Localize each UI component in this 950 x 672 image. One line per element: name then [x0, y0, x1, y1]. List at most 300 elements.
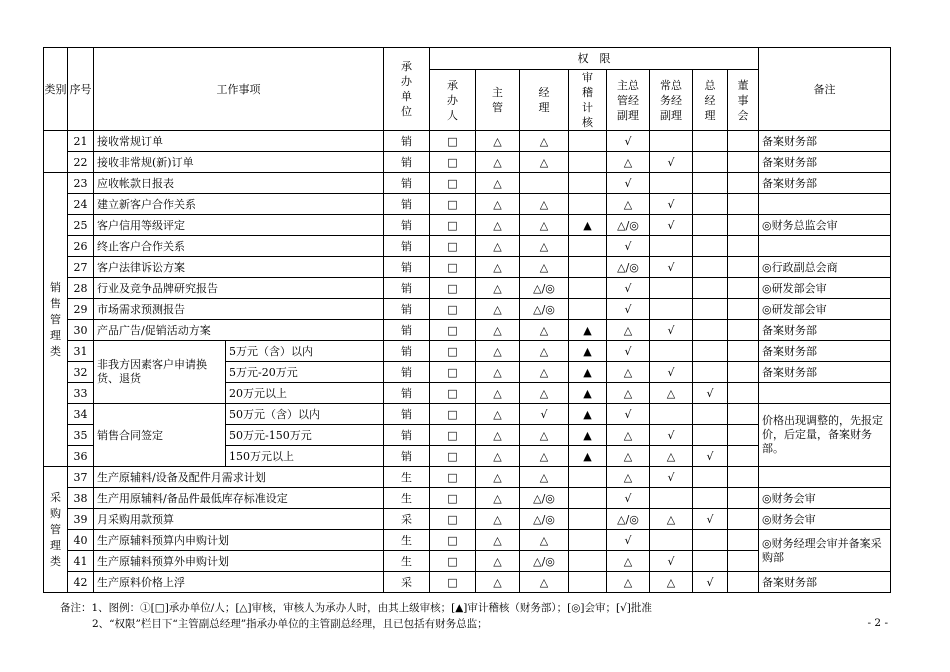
cell-gm [693, 425, 728, 446]
cell-deputy-gm: √ [607, 488, 650, 509]
row-number: 26 [68, 236, 94, 257]
row-remark: ◎财务会审 [759, 509, 891, 530]
row-number: 40 [68, 530, 94, 551]
cell-gm [693, 173, 728, 194]
row-number: 37 [68, 467, 94, 488]
row-unit: 销 [384, 341, 430, 362]
row-item: 50万元（含）以内 [226, 404, 384, 425]
cell-exec-deputy-gm [650, 173, 693, 194]
table-row [44, 341, 891, 362]
row-item: 接收非常规(新)订单 [94, 152, 384, 173]
row-item: 月采购用款预算 [94, 509, 384, 530]
row-item: 建立新客户合作关系 [94, 194, 384, 215]
cell-manager: √ [520, 404, 569, 425]
cell-exec-deputy-gm [650, 236, 693, 257]
cell-supervisor: △ [476, 320, 520, 341]
cell-board [728, 257, 759, 278]
cell-deputy-gm: √ [607, 404, 650, 425]
cell-audit [569, 551, 607, 572]
header-audit: 审稽计核 [569, 70, 607, 131]
cell-handler: □ [430, 551, 476, 572]
row-item: 客户法律诉讼方案 [94, 257, 384, 278]
row-unit: 采 [384, 509, 430, 530]
cell-handler: □ [430, 320, 476, 341]
cell-deputy-gm: △ [607, 572, 650, 593]
cell-manager: △ [520, 446, 569, 467]
cell-supervisor: △ [476, 530, 520, 551]
header-supervisor: 主管 [476, 70, 520, 131]
cell-manager: △/◎ [520, 278, 569, 299]
cell-exec-deputy-gm: △ [650, 446, 693, 467]
row-remark: 备案财务部 [759, 173, 891, 194]
cell-deputy-gm: △ [607, 194, 650, 215]
cell-handler: □ [430, 278, 476, 299]
row-number: 35 [68, 425, 94, 446]
row-number: 24 [68, 194, 94, 215]
header-authority: 权 限 [430, 48, 759, 70]
cell-manager: △ [520, 467, 569, 488]
row-item: 5万元-20万元 [226, 362, 384, 383]
table-row [44, 173, 891, 194]
cell-board [728, 215, 759, 236]
cell-handler: □ [430, 425, 476, 446]
cell-exec-deputy-gm: √ [650, 362, 693, 383]
cell-audit [569, 152, 607, 173]
footnotes [60, 600, 652, 632]
header-deputy-gm: 主总管经副理 [607, 70, 650, 131]
row-remark: 备案财务部 [759, 341, 891, 362]
row-unit: 生 [384, 551, 430, 572]
cell-manager: △ [520, 131, 569, 152]
row-remark [759, 236, 891, 257]
row-unit: 销 [384, 320, 430, 341]
header-manager: 经理 [520, 70, 569, 131]
cell-supervisor: △ [476, 383, 520, 404]
row-item: 5万元（含）以内 [226, 341, 384, 362]
cell-supervisor: △ [476, 173, 520, 194]
group-label-sales-contract: 销售合同签定 [94, 404, 226, 467]
cell-board [728, 152, 759, 173]
cell-supervisor: △ [476, 446, 520, 467]
cell-gm [693, 551, 728, 572]
cell-handler: □ [430, 152, 476, 173]
table-row [44, 152, 891, 173]
cell-handler: □ [430, 488, 476, 509]
cell-supervisor: △ [476, 341, 520, 362]
cell-manager: △/◎ [520, 509, 569, 530]
cell-manager: △/◎ [520, 299, 569, 320]
cell-exec-deputy-gm [650, 341, 693, 362]
cell-supervisor: △ [476, 404, 520, 425]
cell-exec-deputy-gm: √ [650, 467, 693, 488]
cell-handler: □ [430, 383, 476, 404]
cell-deputy-gm: △/◎ [607, 509, 650, 530]
cell-handler: □ [430, 509, 476, 530]
cell-audit [569, 509, 607, 530]
cell-manager: △ [520, 194, 569, 215]
row-remark: 备案财务部 [759, 131, 891, 152]
cell-deputy-gm: △ [607, 446, 650, 467]
cell-audit [569, 173, 607, 194]
row-number: 38 [68, 488, 94, 509]
row-unit: 销 [384, 278, 430, 299]
cell-gm [693, 194, 728, 215]
row-item: 行业及竞争品牌研究报告 [94, 278, 384, 299]
row-item: 接收常规订单 [94, 131, 384, 152]
cell-handler: □ [430, 404, 476, 425]
header-item: 工作事项 [94, 48, 384, 131]
row-unit: 销 [384, 152, 430, 173]
cell-gm [693, 362, 728, 383]
cell-gm: √ [693, 383, 728, 404]
cell-supervisor: △ [476, 551, 520, 572]
cell-board [728, 299, 759, 320]
cell-deputy-gm: △ [607, 152, 650, 173]
cell-board [728, 383, 759, 404]
row-unit: 销 [384, 425, 430, 446]
row-unit: 销 [384, 362, 430, 383]
cell-manager: △ [520, 362, 569, 383]
row-item: 终止客户合作关系 [94, 236, 384, 257]
header-exec-deputy-gm: 常总务经副理 [650, 70, 693, 131]
row-remark: ◎财务总监会审 [759, 215, 891, 236]
cell-supervisor: △ [476, 278, 520, 299]
row-remark [759, 383, 891, 404]
footnote-legend: 备注：1、图例：①[□]承办单位/人；[△]审核，审核人为承办人时，由其上级审核；[▲]审计稽核（财务部）；[◎]会审；[√]批准 [60, 602, 652, 614]
cell-deputy-gm: △ [607, 362, 650, 383]
page-number: - 2 - [867, 617, 888, 629]
table-row [44, 509, 891, 530]
cell-handler: □ [430, 446, 476, 467]
cell-supervisor: △ [476, 299, 520, 320]
cell-supervisor: △ [476, 488, 520, 509]
row-number: 34 [68, 404, 94, 425]
table-row [44, 488, 891, 509]
cell-gm: √ [693, 509, 728, 530]
cell-handler: □ [430, 341, 476, 362]
row-remark: 备案财务部 [759, 320, 891, 341]
cell-audit [569, 572, 607, 593]
group-remark-price-adjust: 价格出现调整的，先报定价，后定量，备案财务部。 [759, 404, 891, 467]
cell-supervisor: △ [476, 362, 520, 383]
table-row [44, 278, 891, 299]
row-unit: 生 [384, 530, 430, 551]
table-row [44, 194, 891, 215]
row-item: 50万元-150万元 [226, 425, 384, 446]
cell-manager: △ [520, 320, 569, 341]
cell-exec-deputy-gm: √ [650, 215, 693, 236]
cell-exec-deputy-gm: √ [650, 194, 693, 215]
cell-deputy-gm: √ [607, 278, 650, 299]
header-board: 董事会 [728, 70, 759, 131]
cell-manager: △ [520, 572, 569, 593]
cell-exec-deputy-gm: √ [650, 551, 693, 572]
table-row [44, 572, 891, 593]
cell-manager: △ [520, 341, 569, 362]
cell-supervisor: △ [476, 572, 520, 593]
category-sales [44, 173, 68, 467]
cell-audit [569, 131, 607, 152]
cell-board [728, 551, 759, 572]
cell-board [728, 341, 759, 362]
cell-gm: √ [693, 446, 728, 467]
row-number: 30 [68, 320, 94, 341]
cell-board [728, 362, 759, 383]
cell-manager: △ [520, 152, 569, 173]
row-number: 33 [68, 383, 94, 404]
cell-deputy-gm: √ [607, 236, 650, 257]
row-unit: 销 [384, 383, 430, 404]
row-unit: 销 [384, 131, 430, 152]
cell-board [728, 236, 759, 257]
cell-board [728, 404, 759, 425]
cell-handler: □ [430, 173, 476, 194]
cell-deputy-gm: √ [607, 299, 650, 320]
cell-audit: ▲ [569, 362, 607, 383]
cell-audit: ▲ [569, 341, 607, 362]
cell-manager: △ [520, 383, 569, 404]
cell-board [728, 131, 759, 152]
row-number: 25 [68, 215, 94, 236]
row-number: 39 [68, 509, 94, 530]
cell-handler: □ [430, 215, 476, 236]
row-item: 应收帐款日报表 [94, 173, 384, 194]
cell-exec-deputy-gm [650, 131, 693, 152]
cell-audit: ▲ [569, 320, 607, 341]
row-remark: ◎研发部会审 [759, 278, 891, 299]
cell-manager [520, 173, 569, 194]
row-number: 36 [68, 446, 94, 467]
cell-exec-deputy-gm [650, 278, 693, 299]
cell-gm [693, 278, 728, 299]
cell-board [728, 173, 759, 194]
cell-exec-deputy-gm [650, 488, 693, 509]
cell-handler: □ [430, 467, 476, 488]
cell-audit: ▲ [569, 425, 607, 446]
cell-handler: □ [430, 530, 476, 551]
cell-handler: □ [430, 194, 476, 215]
cell-exec-deputy-gm: △ [650, 383, 693, 404]
cell-deputy-gm: △ [607, 551, 650, 572]
cell-manager: △/◎ [520, 551, 569, 572]
cell-audit [569, 236, 607, 257]
row-unit: 销 [384, 299, 430, 320]
cell-exec-deputy-gm [650, 404, 693, 425]
cell-supervisor: △ [476, 509, 520, 530]
cell-audit [569, 194, 607, 215]
row-number: 28 [68, 278, 94, 299]
row-unit: 销 [384, 173, 430, 194]
cell-handler: □ [430, 572, 476, 593]
cell-deputy-gm: △/◎ [607, 215, 650, 236]
cell-board [728, 530, 759, 551]
cell-board [728, 446, 759, 467]
row-item: 客户信用等级评定 [94, 215, 384, 236]
cell-gm [693, 131, 728, 152]
table-row [44, 215, 891, 236]
cell-supervisor: △ [476, 215, 520, 236]
table-row [44, 530, 891, 551]
row-number: 27 [68, 257, 94, 278]
cell-audit [569, 278, 607, 299]
cell-manager: △ [520, 425, 569, 446]
cell-gm [693, 236, 728, 257]
row-item: 生产原辅料预算内申购计划 [94, 530, 384, 551]
group-label-exchange-return: 非我方因素客户申请换货、退货 [94, 341, 226, 404]
row-number: 31 [68, 341, 94, 362]
cell-gm [693, 467, 728, 488]
row-item: 生产用原辅料/备品件最低库存标准设定 [94, 488, 384, 509]
table-row [44, 404, 891, 425]
cell-audit: ▲ [569, 215, 607, 236]
group-remark-finance-review: ◎财务经理会审并备案采购部 [759, 530, 891, 572]
row-unit: 销 [384, 404, 430, 425]
cell-deputy-gm: √ [607, 131, 650, 152]
cell-exec-deputy-gm: △ [650, 509, 693, 530]
header-seq: 序号 [68, 48, 94, 131]
table-row [44, 236, 891, 257]
row-unit: 销 [384, 446, 430, 467]
footnote-authority: 2、“权限”栏目下“主管副总经理”指承办单位的主管副总经理，且已包括有财务总监； [92, 618, 488, 630]
row-unit: 销 [384, 215, 430, 236]
header-unit: 承办单位 [384, 48, 430, 131]
row-number: 41 [68, 551, 94, 572]
row-unit: 销 [384, 194, 430, 215]
row-number: 23 [68, 173, 94, 194]
cell-handler: □ [430, 257, 476, 278]
cell-audit [569, 257, 607, 278]
cell-exec-deputy-gm: √ [650, 257, 693, 278]
row-item: 20万元以上 [226, 383, 384, 404]
cell-deputy-gm: △ [607, 383, 650, 404]
row-number: 22 [68, 152, 94, 173]
cell-board [728, 425, 759, 446]
row-remark: 备案财务部 [759, 572, 891, 593]
cell-deputy-gm: △ [607, 425, 650, 446]
cell-gm [693, 341, 728, 362]
cell-deputy-gm: √ [607, 530, 650, 551]
cell-board [728, 467, 759, 488]
row-remark: ◎财务会审 [759, 488, 891, 509]
row-unit: 销 [384, 257, 430, 278]
cell-board [728, 509, 759, 530]
cell-supervisor: △ [476, 131, 520, 152]
cell-gm: √ [693, 572, 728, 593]
category-purchase-label: 采购管理类 [50, 490, 61, 568]
header-remark: 备注 [759, 48, 891, 131]
row-number: 32 [68, 362, 94, 383]
cell-gm [693, 404, 728, 425]
header-handler: 承办人 [430, 70, 476, 131]
cell-manager: △/◎ [520, 488, 569, 509]
cell-exec-deputy-gm: √ [650, 152, 693, 173]
cell-board [728, 320, 759, 341]
row-unit: 生 [384, 488, 430, 509]
cell-exec-deputy-gm: √ [650, 425, 693, 446]
cell-audit [569, 299, 607, 320]
cell-gm [693, 320, 728, 341]
cell-deputy-gm: √ [607, 173, 650, 194]
cell-board [728, 572, 759, 593]
cell-audit [569, 467, 607, 488]
cell-gm [693, 257, 728, 278]
cell-audit: ▲ [569, 446, 607, 467]
cell-gm [693, 488, 728, 509]
cell-exec-deputy-gm: △ [650, 572, 693, 593]
cell-board [728, 278, 759, 299]
cell-gm [693, 299, 728, 320]
cell-supervisor: △ [476, 236, 520, 257]
row-remark [759, 194, 891, 215]
cell-gm [693, 152, 728, 173]
row-number: 21 [68, 131, 94, 152]
cell-supervisor: △ [476, 194, 520, 215]
row-remark [759, 467, 891, 488]
row-item: 生产原辅料预算外申购计划 [94, 551, 384, 572]
cell-manager: △ [520, 530, 569, 551]
header-category: 类别 [44, 48, 68, 131]
cell-deputy-gm: √ [607, 341, 650, 362]
cell-gm [693, 215, 728, 236]
cell-exec-deputy-gm [650, 530, 693, 551]
table-row [44, 320, 891, 341]
cell-supervisor: △ [476, 467, 520, 488]
row-number: 29 [68, 299, 94, 320]
cell-exec-deputy-gm: √ [650, 320, 693, 341]
row-remark: ◎行政副总会商 [759, 257, 891, 278]
cell-audit: ▲ [569, 383, 607, 404]
cell-supervisor: △ [476, 152, 520, 173]
row-unit: 采 [384, 572, 430, 593]
cell-handler: □ [430, 131, 476, 152]
category-purchase [44, 467, 68, 593]
cell-handler: □ [430, 362, 476, 383]
row-item: 150万元以上 [226, 446, 384, 467]
cell-supervisor: △ [476, 257, 520, 278]
row-number: 42 [68, 572, 94, 593]
cell-deputy-gm: △ [607, 467, 650, 488]
table-row [44, 131, 891, 152]
cell-manager: △ [520, 236, 569, 257]
cell-board [728, 488, 759, 509]
cell-deputy-gm: △/◎ [607, 257, 650, 278]
cell-exec-deputy-gm [650, 299, 693, 320]
cell-manager: △ [520, 215, 569, 236]
row-unit: 销 [384, 236, 430, 257]
row-item: 生产原辅料/设备及配件月需求计划 [94, 467, 384, 488]
table-row [44, 257, 891, 278]
cell-handler: □ [430, 236, 476, 257]
row-unit: 生 [384, 467, 430, 488]
row-remark: 备案财务部 [759, 152, 891, 173]
category-sales-label: 销售管理类 [50, 280, 61, 358]
table-row [44, 467, 891, 488]
cell-handler: □ [430, 299, 476, 320]
row-remark: ◎研发部会审 [759, 299, 891, 320]
table-row [44, 299, 891, 320]
cell-gm [693, 530, 728, 551]
authority-matrix-table [43, 47, 891, 593]
cell-supervisor: △ [476, 425, 520, 446]
header-gm: 总经理 [693, 70, 728, 131]
cell-audit: ▲ [569, 404, 607, 425]
category-cell-empty [44, 131, 68, 173]
cell-audit [569, 530, 607, 551]
cell-audit [569, 488, 607, 509]
row-item: 生产原料价格上浮 [94, 572, 384, 593]
row-remark: 备案财务部 [759, 362, 891, 383]
cell-board [728, 194, 759, 215]
